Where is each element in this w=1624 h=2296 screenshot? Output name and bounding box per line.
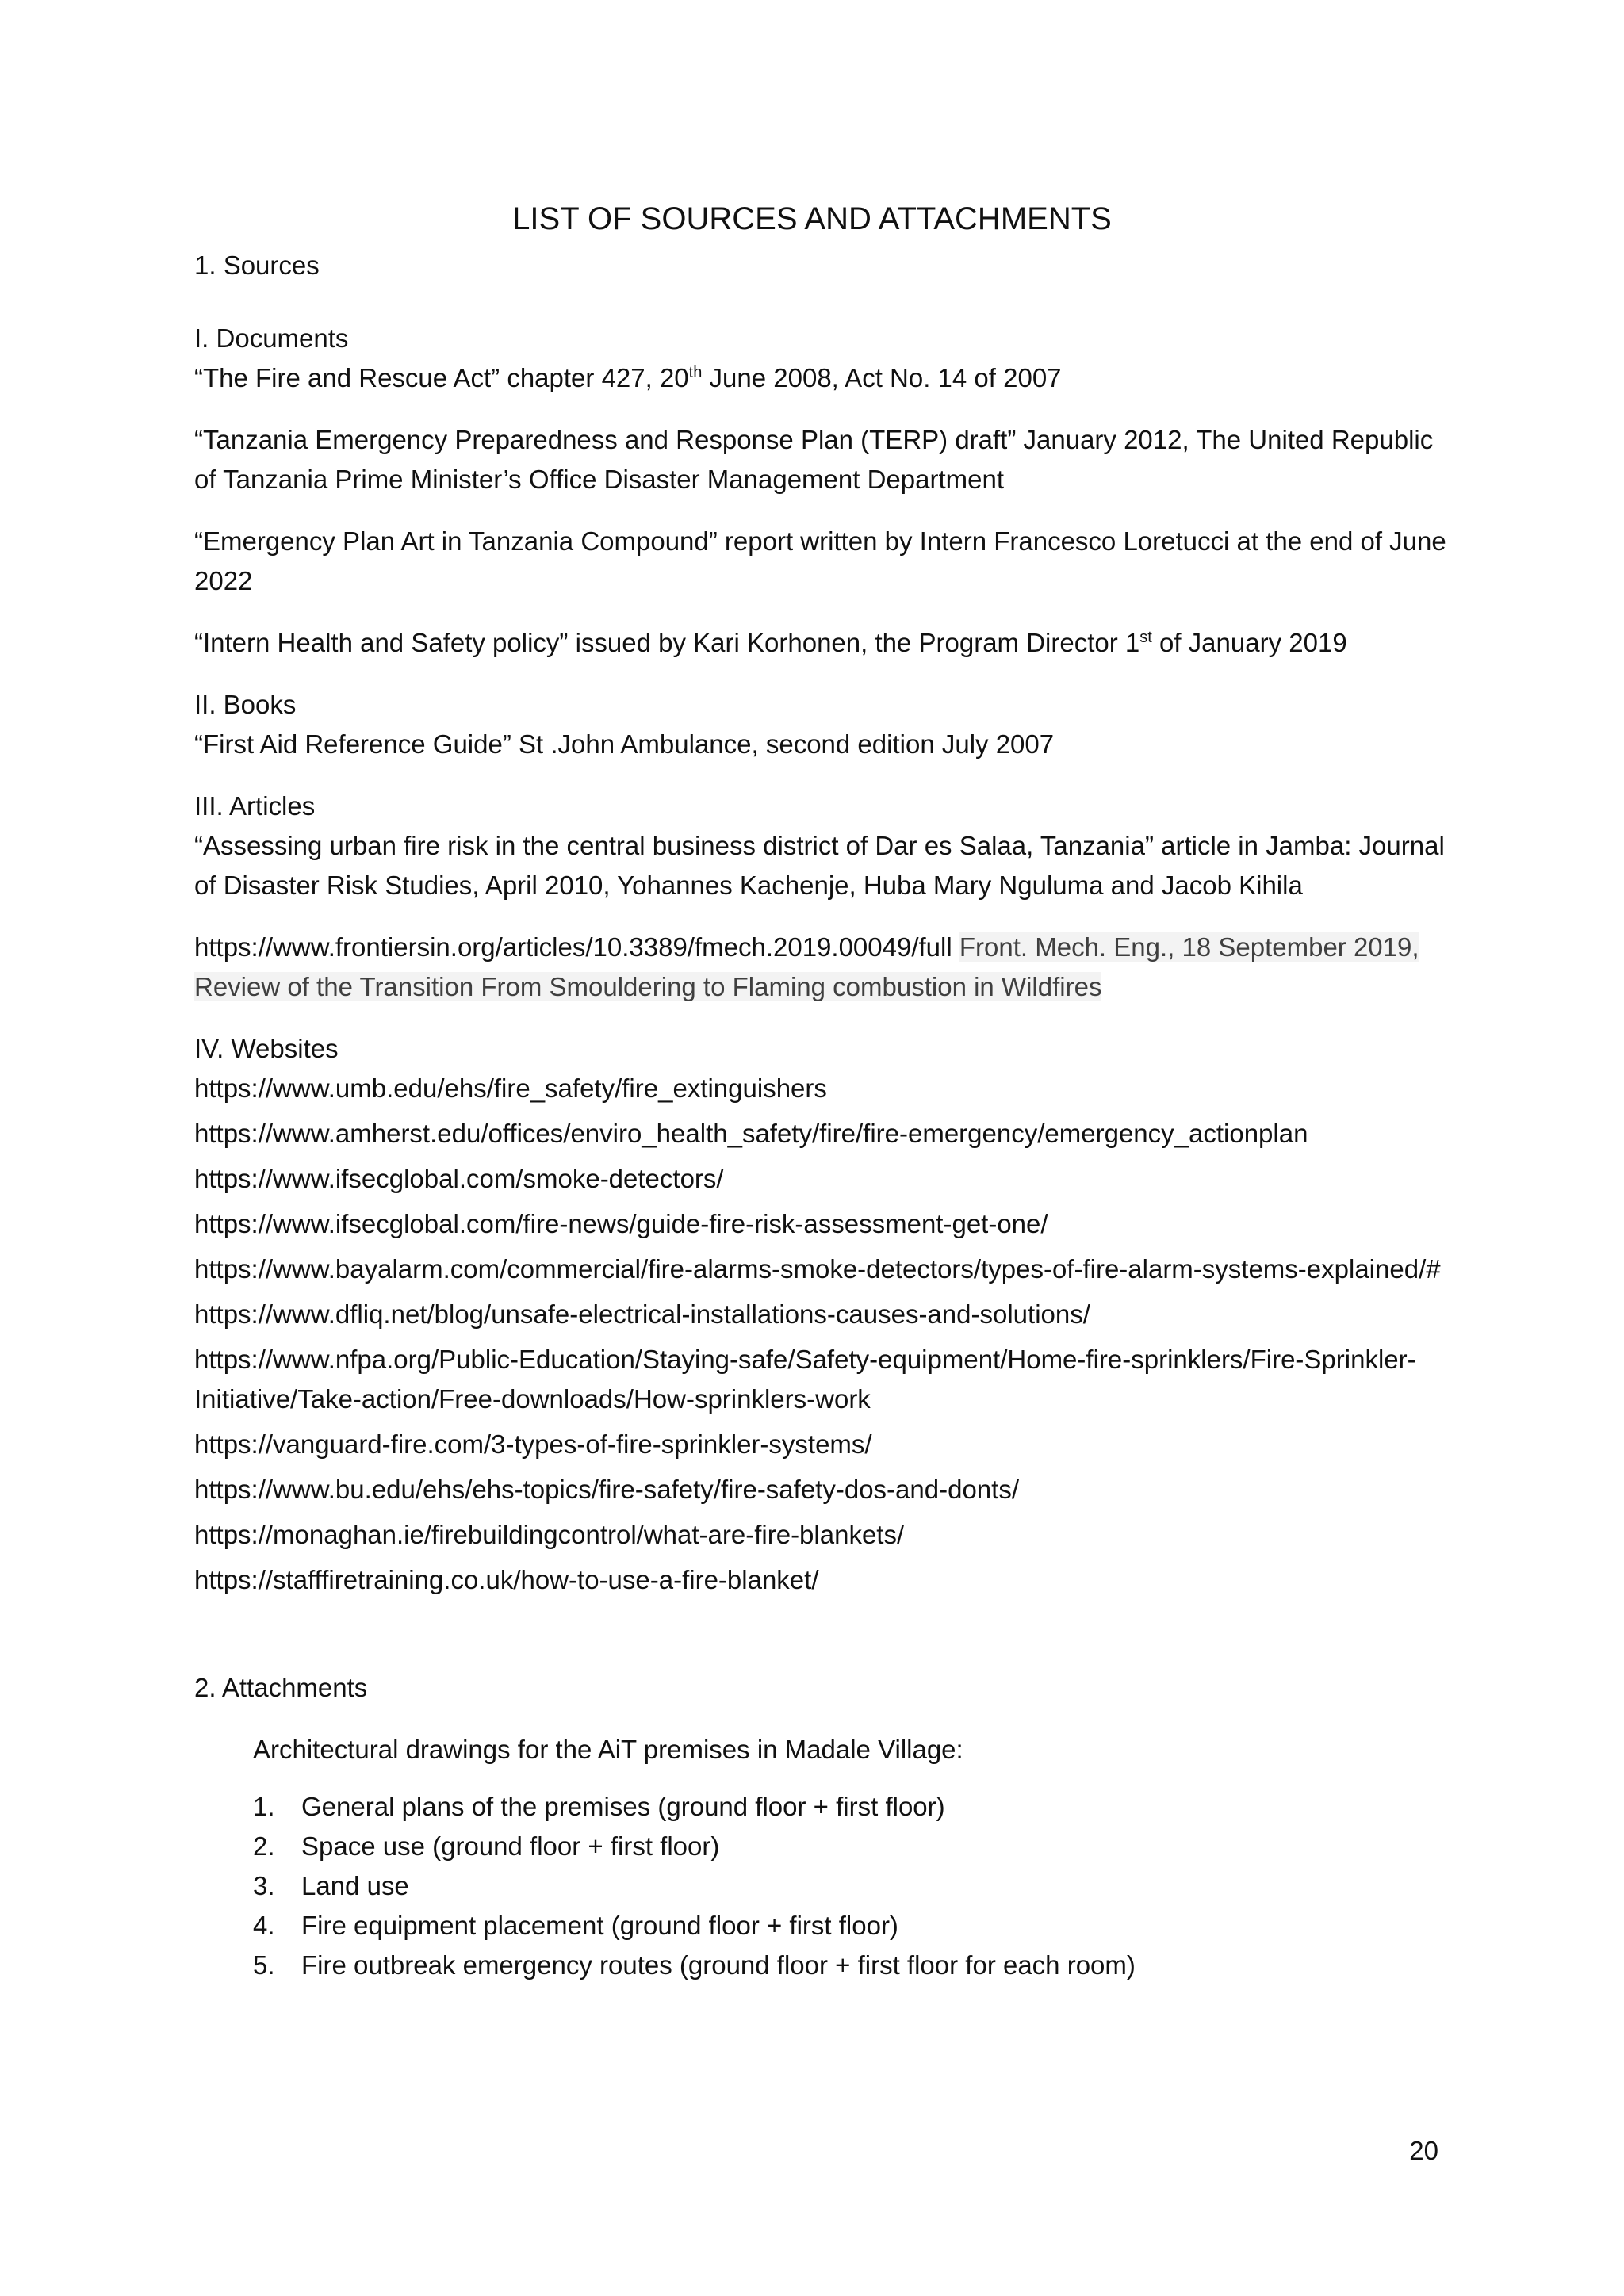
website-link[interactable]: https://www.bayalarm.com/commercial/fire-alarms-smoke-detectors/types-of-fire-alarm-systems-explained/#: [194, 1254, 1441, 1284]
fire-act-text-a: “The Fire and Rescue Act” chapter 427, 20: [194, 363, 689, 392]
website-link[interactable]: https://monaghan.ie/firebuildingcontrol/what-are-fire-blankets/: [194, 1520, 905, 1549]
website-link[interactable]: https://vanguard-fire.com/3-types-of-fire-sprinkler-systems/: [194, 1429, 872, 1459]
attachment-number: 2.: [253, 1831, 275, 1861]
policy-text-a: “Intern Health and Safety policy” issued by Kari Korhonen, the Program Director 1: [194, 628, 1140, 657]
attachment-item: [253, 1906, 1447, 1946]
attachment-item: [253, 1827, 1447, 1866]
source-fire-rescue-act: [194, 358, 1447, 398]
website-link[interactable]: https://www.amherst.edu/offices/enviro_health_safety/fire/fire-emergency/emergency_actionplan: [194, 1119, 1308, 1148]
attachment-number: 1.: [253, 1792, 275, 1821]
website-list: [194, 1069, 1447, 1600]
documents-heading: I. Documents: [194, 323, 349, 353]
attachment-text: Land use: [301, 1871, 409, 1900]
source-frontiers-article: [194, 928, 1447, 1007]
source-health-safety-policy: [194, 623, 1447, 663]
website-link[interactable]: https://stafffiretraining.co.uk/how-to-use-a-fire-blanket/: [194, 1565, 819, 1594]
policy-superscript: st: [1139, 629, 1152, 646]
website-link[interactable]: https://www.bu.edu/ehs/ehs-topics/fire-safety/fire-safety-dos-and-donts/: [194, 1475, 1019, 1504]
attachments-intro: Architectural drawings for the AiT premises in Madale Village:: [253, 1735, 963, 1764]
websites-heading: IV. Websites: [194, 1034, 339, 1063]
frontiers-description: Front. Mech. Eng., 18 September 2019, Review of the Transition From Smouldering to Flaming combustion in Wildfires: [194, 932, 1419, 1001]
attachment-item: [253, 1866, 1447, 1906]
sources-heading: 1. Sources: [194, 251, 320, 280]
attachment-text: Fire outbreak emergency routes (ground floor + first floor for each room): [301, 1950, 1136, 1980]
attachment-text: Fire equipment placement (ground floor + first floor): [301, 1911, 898, 1940]
fire-act-text-b: June 2008, Act No. 14 of 2007: [702, 363, 1062, 392]
source-first-aid-guide: “First Aid Reference Guide” St .John Ambulance, second edition July 2007: [194, 729, 1055, 759]
attachment-text: Space use (ground floor + first floor): [301, 1831, 720, 1861]
website-link[interactable]: https://www.ifsecglobal.com/fire-news/guide-fire-risk-assessment-get-one/: [194, 1209, 1048, 1238]
attachments-list: [194, 1787, 1447, 1985]
page-title: LIST OF SOURCES AND ATTACHMENTS: [512, 201, 1112, 236]
fire-act-superscript: th: [688, 364, 703, 381]
page-number: 20: [1409, 2136, 1438, 2165]
attachment-number: 4.: [253, 1911, 275, 1940]
website-link[interactable]: https://www.dfliq.net/blog/unsafe-electrical-installations-causes-and-solutions/: [194, 1299, 1090, 1329]
source-terp: “Tanzania Emergency Preparedness and Response Plan (TERP) draft” January 2012, The United Republic of Tanzania Prime Minister’s Office Disaster Management Department: [194, 425, 1434, 494]
articles-heading: III. Articles: [194, 791, 316, 821]
attachment-item: [253, 1787, 1447, 1827]
attachment-text: General plans of the premises (ground floor + first floor): [301, 1792, 945, 1821]
attachment-number: 3.: [253, 1871, 275, 1900]
policy-text-b: of January 2019: [1151, 628, 1347, 657]
website-link[interactable]: https://www.nfpa.org/Public-Education/Staying-safe/Safety-equipment/Home-fire-sprinklers/Fire-Sprinkler-Initiative/Take-action/Free-downloads/How-sprinklers-work: [194, 1345, 1416, 1414]
attachments-heading: 2. Attachments: [194, 1673, 368, 1702]
source-emergency-plan: “Emergency Plan Art in Tanzania Compound” report written by Intern Francesco Loretucci at the end of June 2022: [194, 526, 1446, 595]
frontiers-link[interactable]: https://www.frontiersin.org/articles/10.3389/fmech.2019.00049/full: [194, 932, 952, 962]
document-body: [194, 246, 1447, 1985]
source-urban-fire-risk: “Assessing urban fire risk in the central business district of Dar es Salaa, Tanzania” article in Jamba: Journal of Disaster Risk Studies, April 2010, Yohannes Kachenje, Huba Mary Nguluma and Jacob Kihila: [194, 831, 1445, 900]
attachment-item: [253, 1946, 1447, 1985]
books-heading: II. Books: [194, 690, 297, 719]
website-link[interactable]: https://www.umb.edu/ehs/fire_safety/fire_extinguishers: [194, 1073, 827, 1103]
attachment-number: 5.: [253, 1950, 275, 1980]
website-link[interactable]: https://www.ifsecglobal.com/smoke-detectors/: [194, 1164, 724, 1193]
